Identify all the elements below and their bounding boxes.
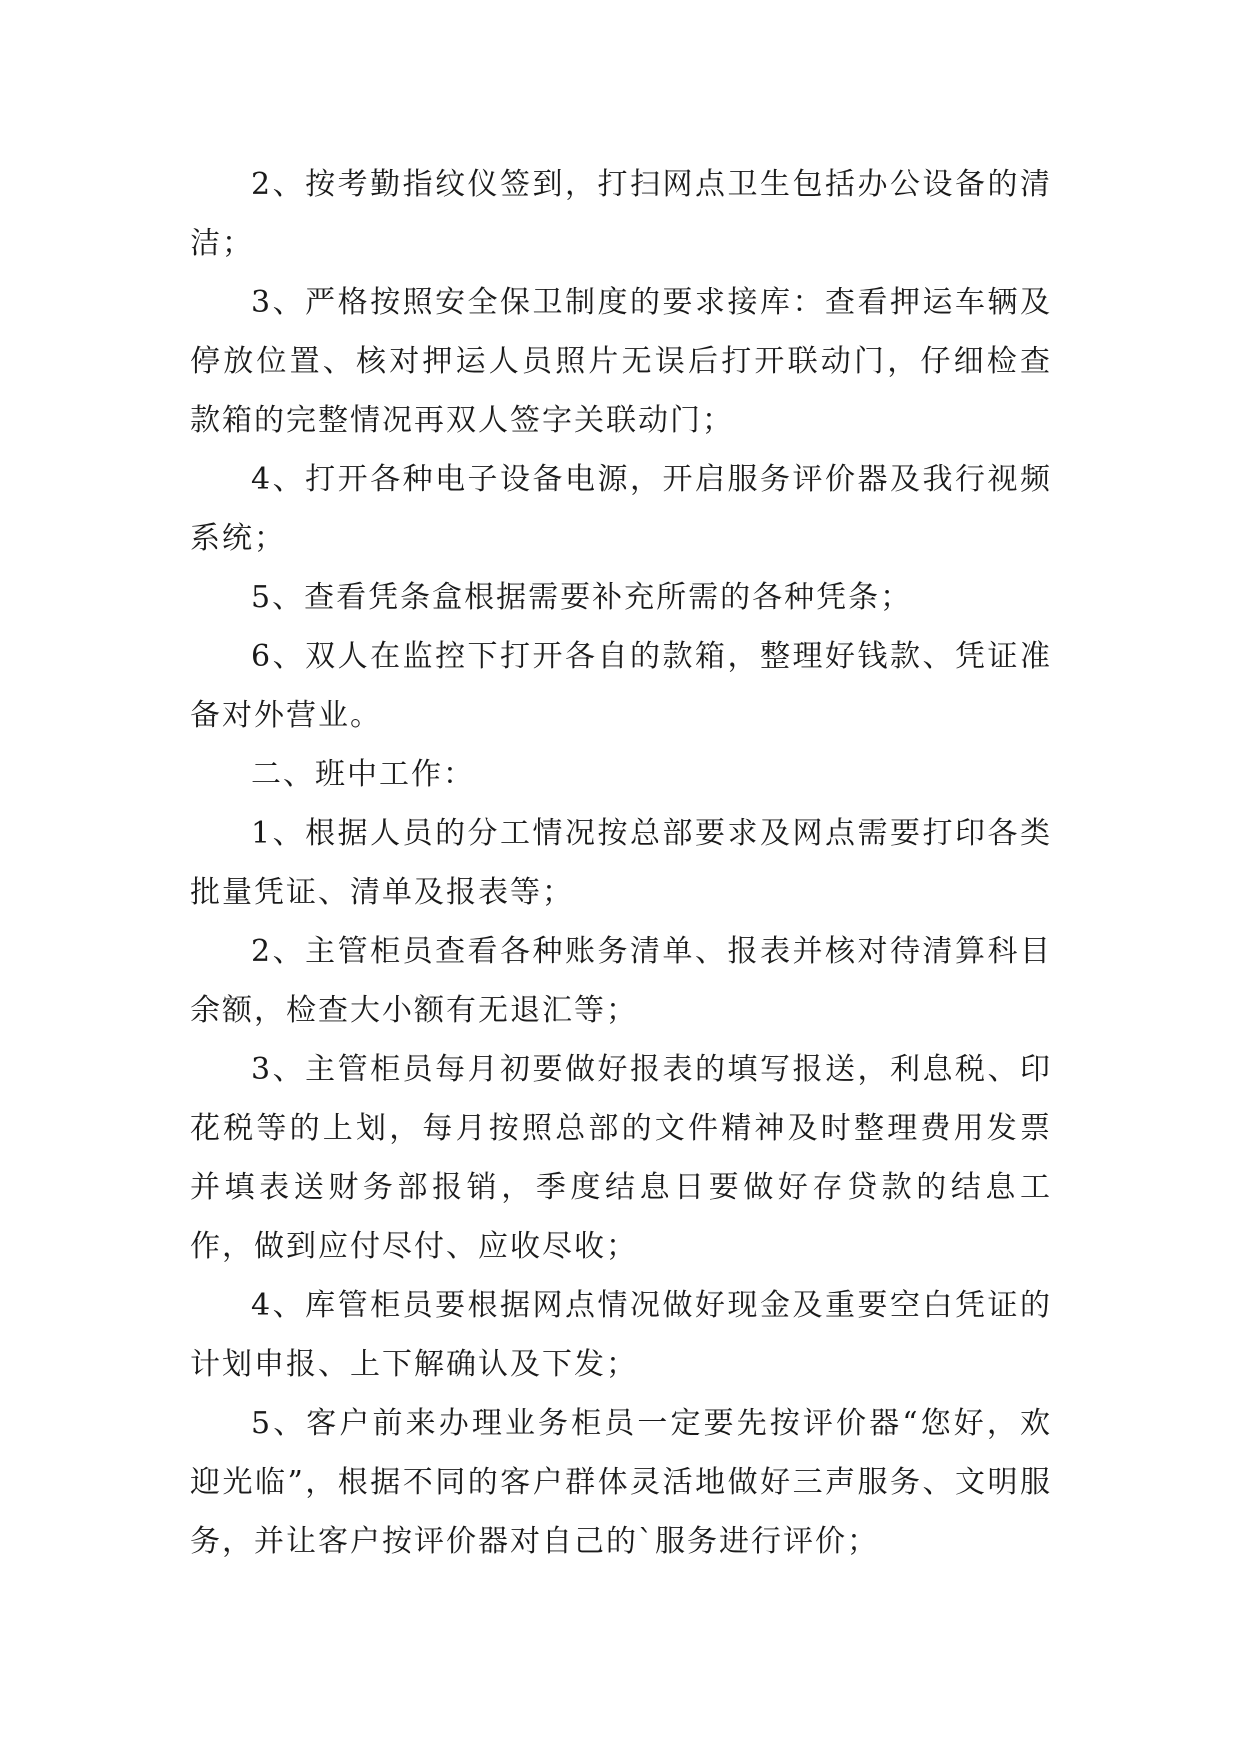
document-body	[190, 155, 1052, 1571]
section-heading: 二、班中工作：	[251, 757, 475, 792]
paragraph: 6、双人在监控下打开各自的款箱，整理好钱款、凭证准备对外营业。	[190, 639, 1052, 733]
paragraph: 3、严格按照安全保卫制度的要求接库：查看押运车辆及停放位置、核对押运人员照片无误后打开联动门，仔细检查款箱的完整情况再双人签字关联动门；	[190, 285, 1052, 438]
paragraph: 3、主管柜员每月初要做好报表的填写报送，利息税、印花税等的上划，每月按照总部的文件精神及时整理费用发票并填表送财务部报销，季度结息日要做好存贷款的结息工作，做到应付尽付、应收尽收；	[190, 1052, 1052, 1264]
paragraph: 4、打开各种电子设备电源，开启服务评价器及我行视频系统；	[190, 462, 1052, 556]
paragraph: 4、库管柜员要根据网点情况做好现金及重要空白凭证的计划申报、上下解确认及下发；	[190, 1288, 1052, 1382]
paragraph: 5、查看凭条盒根据需要补充所需的各种凭条；	[251, 580, 913, 615]
paragraph: 5、客户前来办理业务柜员一定要先按评价器“您好，欢迎光临”，根据不同的客户群体灵活地做好三声服务、文明服务，并让客户按评价器对自己的`服务进行评价；	[190, 1406, 1052, 1559]
paragraph: 2、主管柜员查看各种账务清单、报表并核对待清算科目余额，检查大小额有无退汇等；	[190, 934, 1052, 1028]
paragraph: 1、根据人员的分工情况按总部要求及网点需要打印各类批量凭证、清单及报表等；	[190, 816, 1052, 910]
paragraph: 2、按考勤指纹仪签到，打扫网点卫生包括办公设备的清洁；	[190, 167, 1052, 261]
